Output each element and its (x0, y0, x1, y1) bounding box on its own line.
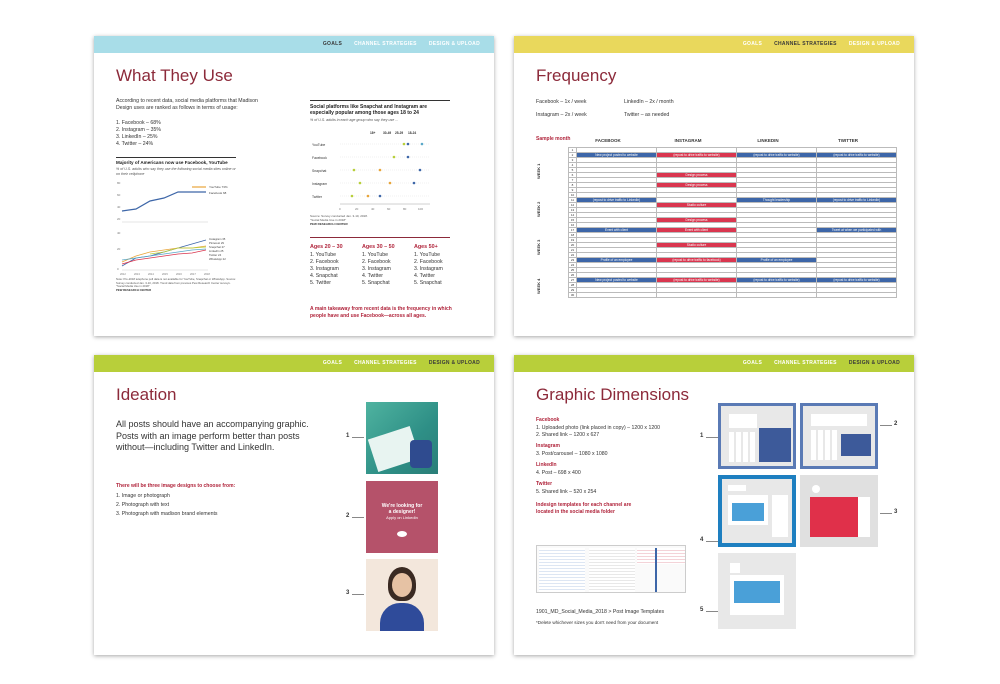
callout-number: 1 (346, 433, 350, 439)
brand-logo-icon (397, 531, 407, 537)
source-org: PEW RESEARCH CENTER (310, 221, 348, 226)
platform-label: YouTube (312, 143, 326, 147)
x-tick: 80 (403, 207, 407, 211)
age-chart-source (310, 215, 450, 226)
nav-menu (323, 360, 480, 366)
folder-path: 1901_MD_Social_Media_2018 > Post Image Templates (536, 609, 665, 615)
calendar-cell: (repost to drive traffic to website) (737, 278, 817, 283)
nav-menu (743, 41, 900, 47)
instagram-head: Instagram (536, 443, 560, 449)
age-group-head: Ages 30 – 50 (362, 244, 395, 250)
platform-label: Facebook (312, 156, 327, 160)
callout-number: 4 (700, 537, 704, 543)
age-item: 2. Facebook (310, 259, 339, 265)
age-item: 1. YouTube (362, 252, 389, 258)
age-item: 4. Twitter (414, 273, 435, 279)
age-group-20-30 (310, 244, 350, 287)
day-number: 26 (569, 273, 577, 278)
day-number: 7 (569, 178, 577, 183)
chart-divider (116, 157, 236, 158)
freq-linkedin: LinkedIn – 2x / month (624, 99, 674, 105)
calendar-cell (657, 293, 737, 298)
callout-line (880, 513, 892, 514)
callout-number: 1 (700, 433, 704, 439)
callout-number: 3 (894, 509, 898, 515)
x-tick: 100 (418, 207, 424, 211)
page-ideation (94, 355, 494, 655)
nav-goals[interactable]: GOALS (322, 360, 343, 366)
age-group-50-plus (414, 244, 454, 287)
age-item: 4. Twitter (362, 273, 383, 279)
nav-goals[interactable]: GOALS (322, 41, 343, 47)
calendar-cell: Studio culture (657, 243, 737, 248)
nav-goals[interactable]: GOALS (742, 360, 763, 366)
calendar-cell: Event with client (657, 228, 737, 233)
example-image-brand-elements (366, 559, 438, 631)
y-tick: 20 (117, 247, 121, 251)
chart-divider (310, 100, 450, 101)
legend-item: Twitter 24 (209, 253, 222, 257)
delete-note: *Delete whichever sizes you don't need from your document (536, 620, 659, 625)
platform-label: Snapchat (312, 169, 327, 173)
ideation-subhead: There will be three image designs to choose from: (116, 483, 236, 489)
week-label: WEEK 3 (536, 239, 541, 255)
promo-line: We're looking for (381, 503, 423, 509)
nav-channel-strategies[interactable]: CHANNEL STRATEGIES (354, 360, 417, 366)
example-image-photo-with-text (366, 481, 438, 553)
rank-item: 4. Twitter – 24% (116, 141, 154, 147)
day-number: 17 (569, 228, 577, 233)
nav-design-upload[interactable]: DESIGN & UPLOAD (848, 360, 900, 366)
calendar-cell: (repost to drive traffic to website) (657, 278, 737, 283)
day-number: 19 (569, 238, 577, 243)
rank-item: 3. LinkedIn – 25% (116, 134, 158, 140)
legend-item: Snapchat 27 (209, 245, 225, 249)
callout-line (880, 425, 892, 426)
nav-design-upload[interactable]: DESIGN & UPLOAD (428, 360, 480, 366)
x-tick: 2017 (190, 273, 196, 276)
platform-label: Twitter (312, 195, 322, 199)
x-tick: 0 (339, 207, 341, 211)
page-title: Frequency (536, 66, 617, 85)
rank-list (116, 120, 161, 148)
legend-youtube: YouTube 73% (209, 185, 228, 189)
calendar-cell: Profile of an employee (577, 258, 657, 263)
chart1-source (116, 278, 238, 292)
age-item: 1. YouTube (310, 252, 337, 258)
col-instagram: INSTAGRAM (674, 138, 702, 143)
chart1-title: Majority of Americans now use Facebook, YouTube (116, 160, 228, 165)
day-number: 25 (569, 268, 577, 273)
calendar-cell: Design process (657, 183, 737, 188)
day-number: 14 (569, 213, 577, 218)
calendar-cell (817, 293, 897, 298)
calendar-cell: Profile of an employee (737, 258, 817, 263)
source-note: Source: Survey conducted Jan. 3-10, 2018. (310, 214, 368, 218)
callout-line (352, 594, 364, 595)
sample-month-calendar (568, 147, 897, 298)
calendar-cell (577, 293, 657, 298)
page-frequency (514, 36, 914, 336)
dimension-list (536, 417, 716, 516)
platform-label: Instagram (312, 182, 328, 186)
callout-number: 2 (346, 513, 350, 519)
callout-line (352, 517, 364, 518)
col-twitter: TWITTER (838, 138, 858, 143)
day-number: 10 (569, 193, 577, 198)
legend-item: Pinterest 29 (209, 241, 224, 245)
x-tick: 20 (355, 207, 359, 211)
freq-twitter: Twitter – as needed (624, 112, 670, 118)
x-tick: 2014 (148, 273, 154, 276)
day-number: 13 (569, 208, 577, 213)
day-number: 3 (569, 158, 577, 163)
day-number: 2 (569, 153, 577, 158)
source-report: "Social Media Use in 2018" (116, 284, 150, 289)
page-title: What They Use (116, 66, 233, 85)
callout-number: 5 (700, 607, 704, 613)
day-number: 4 (569, 163, 577, 168)
chart1-subtitle: % of U.S. adults who say they use the following social media sites online or on their cellphone (116, 167, 236, 176)
x-tick: 60 (387, 207, 391, 211)
day-number: 8 (569, 183, 577, 188)
rank-item: 1. Facebook – 68% (116, 120, 161, 126)
dim-item: 2. Shared link – 1200 x 627 (536, 432, 600, 438)
nav-channel-strategies[interactable]: CHANNEL STRATEGIES (774, 41, 837, 47)
age-item: 3. Instagram (310, 266, 339, 272)
calendar-cell: (repost to drive traffic to LinkedIn) (577, 198, 657, 203)
x-tick: 2013 (134, 273, 140, 276)
age-chart-subtitle: % of U.S. adults in each age group who say they use ... (310, 118, 399, 122)
day-number: 22 (569, 253, 577, 258)
week-label: WEEK 2 (536, 201, 541, 217)
y-tick: 20 (117, 217, 121, 221)
calendar-cell: Tweet at when we participated with (817, 228, 897, 233)
age-head: 18-24 (408, 131, 417, 135)
calendar-cell: Thought leadership (737, 198, 817, 203)
day-number: 6 (569, 173, 577, 178)
nav-design-upload[interactable]: DESIGN & UPLOAD (848, 41, 900, 47)
day-number: 23 (569, 258, 577, 263)
source-report: "Social Media Use in 2018" (310, 217, 347, 222)
x-tick: 2016 (176, 273, 182, 276)
age-head: 25-29 (395, 131, 404, 135)
freq-facebook: Facebook – 1x / week (536, 99, 587, 105)
calendar-cell: Design process (657, 218, 737, 223)
freq-instagram: Instagram – 2x / week (536, 112, 587, 118)
day-number: 16 (569, 223, 577, 228)
promo-cta: Apply on LinkedIn (386, 515, 418, 520)
calendar-row (569, 293, 897, 298)
y-tick: 60 (117, 193, 121, 197)
x-tick: 2018 (204, 273, 210, 276)
template-facebook-link (800, 403, 878, 469)
folder-screenshot (536, 545, 686, 593)
age-item: 5. Snapchat (414, 280, 442, 286)
linkedin-head: LinkedIn (536, 462, 557, 468)
day-number: 24 (569, 263, 577, 268)
facebook-head: Facebook (536, 417, 560, 423)
page-title: Ideation (116, 385, 177, 404)
day-number: 18 (569, 233, 577, 238)
x-tick: 2012 (120, 273, 126, 276)
ideation-body: All posts should have an accompanying graphic. Posts with an image perform better than posts without—including Twitter and LinkedIn. (116, 419, 309, 452)
calendar-cell (737, 293, 817, 298)
calendar-cell: (repost to drive traffic to website) (737, 153, 817, 158)
dim-item: 5. Shared link – 520 x 254 (536, 489, 597, 495)
col-linkedin: LINKEDIN (757, 138, 779, 143)
nav-menu (743, 360, 900, 366)
y-tick: 40 (117, 231, 121, 235)
calendar-cell: New project posted to website (577, 278, 657, 283)
day-number: 29 (569, 288, 577, 293)
legend-item: LinkedIn 25 (209, 249, 224, 253)
source-org: PEW RESEARCH CENTER (116, 287, 152, 292)
age-group-head: Ages 20 – 30 (310, 244, 343, 250)
facebook-line (122, 192, 206, 211)
sample-month-label: Sample month (536, 136, 571, 142)
callout-number: 2 (894, 421, 898, 427)
age-chart-title: Social platforms like Snapchat and Instagram are especially popular among those ages 18 to 24 (310, 104, 427, 116)
calendar-cell: Studio culture (657, 203, 737, 208)
age-item: 2. Facebook (362, 259, 391, 265)
day-number: 15 (569, 218, 577, 223)
dim-item: 4. Post – 698 x 400 (536, 470, 581, 476)
col-facebook: FACEBOOK (595, 138, 621, 143)
dim-item: 1. Uploaded photo (link placed in copy) – 1200 x 1200 (536, 425, 661, 431)
age-item: 4. Snapchat (310, 273, 338, 279)
age-dot-chart (310, 126, 450, 214)
ideation-list (116, 492, 218, 519)
page-title: Graphic Dimensions (536, 385, 690, 404)
age-item: 2. Facebook (414, 259, 443, 265)
example-image-photograph (366, 402, 438, 474)
day-number: 21 (569, 248, 577, 253)
page-graphic-dimensions (514, 355, 914, 655)
age-group-head: Ages 50+ (414, 244, 438, 250)
intro-text: According to recent data, social media platforms that Madison Design uses are ranked as follows in terms of usage: (116, 98, 258, 111)
section-divider (310, 237, 450, 238)
legend-facebook: Facebook 68 (209, 191, 227, 195)
page-what-they-use (94, 36, 494, 336)
calendar-cell: (repost to drive traffic to website) (657, 153, 737, 158)
calendar-cell: (repost to drive traffic to LinkedIn) (817, 198, 897, 203)
day-number: 11 (569, 198, 577, 203)
linkedin-line (122, 249, 206, 260)
nav-menu (323, 41, 480, 47)
calendar-cell: New project posted to website (577, 153, 657, 158)
calendar-cell: Design process (657, 173, 737, 178)
nav-goals[interactable]: GOALS (742, 41, 763, 47)
calendar-cell: (repost to drive traffic to website) (817, 278, 897, 283)
ideation-item: 3. Photograph with madison brand elements (116, 511, 218, 517)
calendar-cell: (repost to drive traffic to website) (817, 153, 897, 158)
day-number: 12 (569, 203, 577, 208)
calendar-cell: Event with client (577, 228, 657, 233)
y-tick: 80 (117, 181, 121, 185)
template-twitter-link (718, 553, 796, 629)
day-number: 9 (569, 188, 577, 193)
day-number: 30 (569, 293, 577, 298)
day-number: 27 (569, 278, 577, 283)
dim-item: 3. Post/carousel – 1080 x 1080 (536, 451, 608, 457)
nav-design-upload[interactable]: DESIGN & UPLOAD (428, 41, 480, 47)
takeaway-text: A main takeaway from recent data is the frequency in which people have and use Facebook—across all ages. (310, 306, 452, 319)
nav-channel-strategies[interactable]: CHANNEL STRATEGIES (774, 360, 837, 366)
y-tick: 40 (117, 205, 121, 209)
ideation-item: 1. Image or photograph (116, 493, 170, 499)
age-item: 3. Instagram (362, 266, 391, 272)
age-item: 5. Snapchat (362, 280, 390, 286)
age-item: 3. Instagram (414, 266, 443, 272)
template-linkedin-post (718, 475, 796, 547)
age-group-30-50 (362, 244, 406, 287)
callout-number: 3 (346, 590, 350, 596)
age-item: 1. YouTube (414, 252, 441, 258)
age-item: 5. Twitter (310, 280, 331, 286)
day-number: 20 (569, 243, 577, 248)
y-tick: 0 (117, 267, 119, 271)
week-label: WEEK 4 (536, 278, 541, 294)
template-instagram-post (800, 475, 878, 547)
x-tick: 2015 (162, 273, 168, 276)
legend-item: WhatsApp 22 (209, 257, 226, 261)
day-number: 1 (569, 148, 577, 153)
source-note: Note: Pre-2018 telephone poll data is not available for YouTube, Snapchat or WhatsApp. Source: Survey conducted Jan. 3-10, 2018. Trend data from previous Pew Research Center surveys. (116, 277, 236, 285)
indesign-note: Indesign templates for each channel are located in the social media folder (536, 502, 632, 515)
promo-line: a designer! (388, 509, 416, 515)
twitter-head: Twitter (536, 481, 553, 487)
day-number: 28 (569, 283, 577, 288)
callout-line (706, 611, 718, 612)
callout-line (706, 541, 718, 542)
callout-line (352, 437, 364, 438)
age-head: 30-49 (383, 131, 392, 135)
calendar-cell: (repost to drive traffic to facebook) (657, 258, 737, 263)
day-number: 5 (569, 168, 577, 173)
callout-line (706, 437, 718, 438)
nav-channel-strategies[interactable]: CHANNEL STRATEGIES (354, 41, 417, 47)
legend-item: Instagram 35 (209, 237, 226, 241)
age-head: 18+ (370, 131, 376, 135)
week-label: WEEK 1 (536, 163, 541, 179)
rank-item: 2. Instagram – 35% (116, 127, 161, 133)
x-tick: 40 (371, 207, 375, 211)
template-facebook-photo (718, 403, 796, 469)
ideation-item: 2. Photograph with text (116, 502, 170, 508)
